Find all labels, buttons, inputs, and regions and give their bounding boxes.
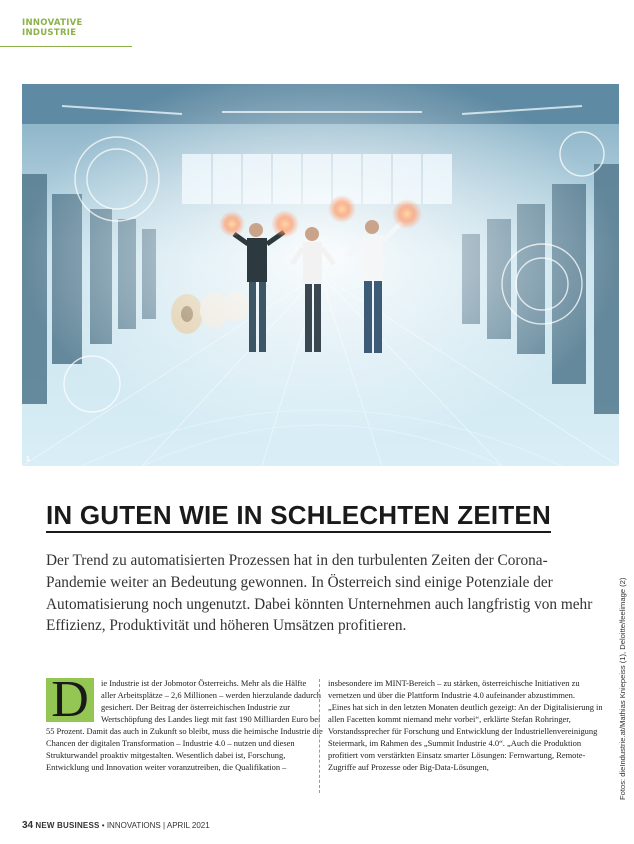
drop-cap: D (46, 678, 94, 722)
footer-section: INNOVATIONS (106, 821, 161, 830)
article-lead: Der Trend zu automatisierten Prozessen hat in den turbulenten Zeiten der Corona-Pandemie weiter an Bedeutung gewonnen. In Österreich sind einige Potenziale der Automatisierung noch ungenutzt. Dabei könnten Unternehmen auch langfristig von mehr Effizienz, Produktivität und höheren Umsätzen profitieren. (46, 552, 593, 635)
body-column-1-text: ie Industrie ist der Jobmotor Österreichs. Mehr als die Hälfte aller Arbeitsplätze – 2,6 Millionen – werden hierzulande dadurch gesichert. Der Beitrag der österreichischen Industrie zur Wertschöpfung des Landes liegt mit fast 190 Milliarden Euro bei 55 Prozent. Damit das auch in Zukunft so bleibt, muss die heimische Industrie die Chancen der digitalen Transformation – Industrie 4.0 – nutzen und diesen Strukturwandel proaktiv mitgestalten. Wesentlich dabei ist, Forschung, Entwicklung und Innovation weiter voranzutreiben, die Qualifikation – (46, 678, 323, 772)
figure-number: 1 (26, 456, 30, 463)
section-tag: INNOVATIVE INDUSTRIE (0, 18, 132, 47)
factory-illustration (22, 84, 619, 466)
page-number: 34 (22, 820, 34, 831)
body-column-2-paragraph-2: „Eines hat sich in den letzten Monaten deutlich gezeigt: An der Digitalisierung in allen Facetten kommt niemand mehr vorbei“, erklärte Stefan Rohringer, Vorstandssprecher für Forschung und Entwicklung der Industriellenvereinigung Steiermark, im Rahmen des „Summit Industrie 4.0“. „Auch die Produktion profitiert vom verstärkten Einsatz smarter Lösungen: Fernwartung, Remote-Zugriffe auf Prozesse oder Big-Data-Lösungen, (328, 702, 603, 772)
photo-credit: Fotos: dieIndustrie.at/Mathias Kniepeiss (1), Deloitte/feelimage (2) (618, 577, 627, 800)
hero-photo (22, 84, 619, 466)
body-column-2-paragraph-1: insbesondere im MINT-Bereich – zu stärken, österreichische Initiativen zu vernetzen und über die Plattform Industrie 4.0 aufeinander abzustimmen. (328, 678, 580, 700)
article-headline: IN GUTEN WIE IN SCHLECHTEN ZEITEN (46, 500, 551, 533)
issue-date: APRIL 2021 (166, 821, 210, 830)
footer-separator: | (163, 821, 166, 830)
magazine-name: NEW BUSINESS (35, 821, 100, 830)
body-column-1 (46, 671, 323, 773)
body-column-2 (328, 677, 605, 773)
column-divider (319, 679, 320, 793)
page-footer (22, 820, 210, 831)
footer-bullet: • (101, 821, 105, 830)
